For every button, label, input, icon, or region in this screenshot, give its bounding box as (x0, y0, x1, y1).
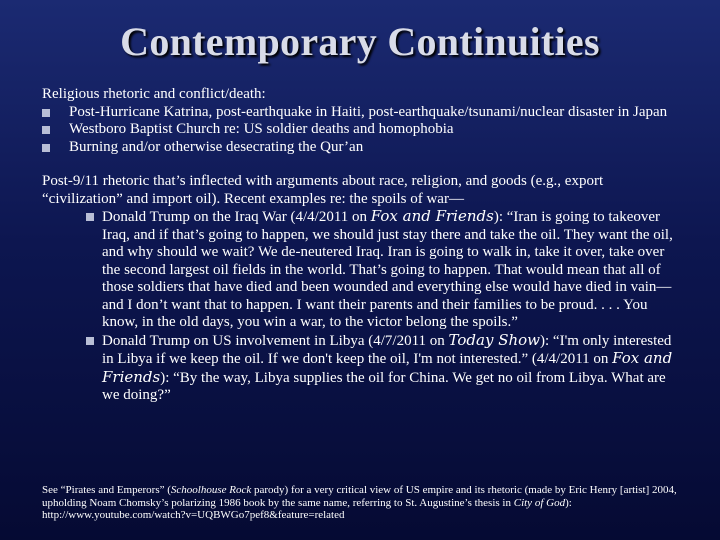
show-title: Fox and Friends (370, 207, 494, 225)
book-title: City of God (513, 496, 566, 509)
list-item: Post-Hurricane Katrina, post-earthquake in Haiti, post-earthquake/tsunami/nuclear disaster in Japan (42, 104, 682, 122)
list-item: Westboro Baptist Church re: US soldier deaths and homophobia (42, 121, 682, 139)
footnote: See “Pirates and Emperors” (Schoolhouse Rock parody) for a very critical view of US empire and its rhetoric (made by Eric Henry [artist] 2004, upholding Noam Chomsky’s polarizing 1986 book by the same name, referring to St. Augustine’s thesis in City of God): http://www.youtube.com/watch?v=UQBWGo7pef8&feature=related (42, 484, 677, 521)
slide-title: Contemporary Continuities (120, 19, 600, 64)
list-item: Burning and/or otherwise desecrating the Qur’an (42, 139, 682, 157)
square-bullet-icon (42, 144, 50, 152)
video-link[interactable]: http://www.youtube.com/watch?v=UQBWGo7pef8&feature=related (42, 509, 345, 521)
quote-item: Donald Trump on US involvement in Libya (4/7/2011 on Today Show): “I'm only interested in Libya if we keep the oil. If we don't keep the oil, I'm not interested.” (4/4/2011 on Fox and Friends): “By the way, Libya supplies the oil for China. We get no oil from Libya. What are we doing?” (42, 332, 682, 405)
show-title: Schoolhouse Rock (170, 484, 252, 496)
show-title: Today Show (448, 330, 540, 349)
show-title: Fox and Friends (102, 349, 673, 386)
slide-body (42, 86, 682, 405)
section2-intro: Post-9/11 rhetoric that’s inflected with arguments about race, religion, and goods (e.g., export “civilization” and import oil). Recent examples re: the spoils of war— (42, 173, 604, 207)
quote-item: Donald Trump on the Iraq War (4/4/2011 on Fox and Friends): “Iran is going to takeover Iraq, and if that’s going to happen, we should just stay there and take the oil. They want the oil, and why should we wait? We de-neutered Iraq. Iran is going to walk in, take it over, take over the second largest oil fields in the world. That’s going to happen. That would mean that all of those soldiers that have died and been wounded and everything else would have died in vain—and I don’t want that to happen. I want their parents and their families to be proud. . . . You know, in the old days, you win a war, to the victor belong the spoils.” (42, 208, 682, 332)
section1-heading: Religious rhetoric and conflict/death: (42, 86, 266, 102)
square-bullet-icon (42, 126, 50, 134)
square-bullet-icon (86, 213, 94, 221)
square-bullet-icon (86, 337, 94, 345)
square-bullet-icon (42, 109, 50, 117)
